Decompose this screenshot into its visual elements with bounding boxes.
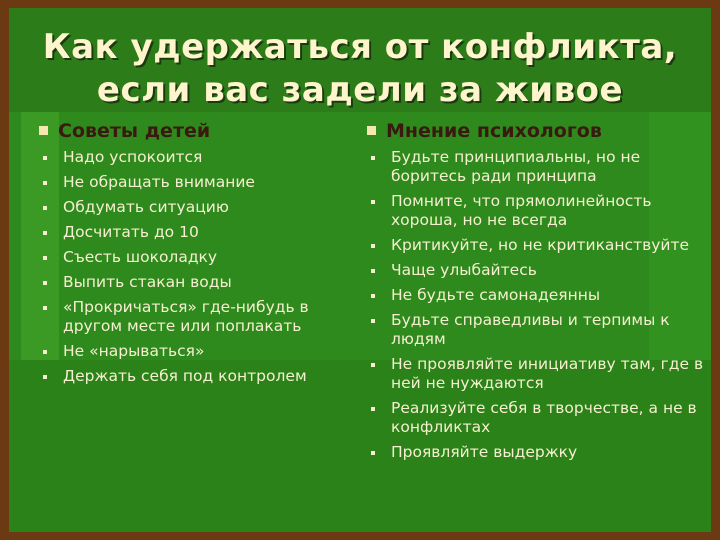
bullet-icon bbox=[371, 407, 375, 411]
list-item bbox=[37, 298, 357, 336]
psychologists-opinion-column bbox=[365, 120, 705, 468]
bullet-icon bbox=[43, 281, 47, 285]
list-item-text: Не проявляйте инициативу там, где в ней не нуждаются bbox=[391, 355, 704, 392]
bullet-icon bbox=[371, 244, 375, 248]
list-item-text: «Прокричаться» где-нибудь в другом месте или поплакать bbox=[63, 298, 309, 335]
list-item-text: Досчитать до 10 bbox=[63, 223, 199, 241]
list-item-text: Не обращать внимание bbox=[63, 173, 255, 191]
list-item bbox=[37, 248, 357, 267]
list-item bbox=[365, 443, 705, 462]
list-item bbox=[365, 355, 705, 393]
list-item bbox=[365, 192, 705, 230]
list-item-text: Помните, что прямолинейность хороша, но не всегда bbox=[391, 192, 652, 229]
list-item bbox=[365, 399, 705, 437]
list-item-text: Критикуйте, но не критиканствуйте bbox=[391, 236, 690, 254]
square-bullet-icon bbox=[367, 126, 376, 135]
bullet-icon bbox=[371, 294, 375, 298]
list-item bbox=[37, 173, 357, 192]
bullet-icon bbox=[371, 363, 375, 367]
list-item-text: Съесть шоколадку bbox=[63, 248, 218, 266]
bullet-icon bbox=[43, 206, 47, 210]
list-item-text: Держать себя под контролем bbox=[63, 367, 307, 385]
children-advice-heading-text: Советы детей bbox=[58, 120, 211, 142]
list-item-text: Обдумать ситуацию bbox=[63, 198, 229, 216]
list-item bbox=[365, 236, 705, 255]
psychologists-opinion-heading-text: Мнение психологов bbox=[386, 120, 602, 142]
bullet-icon bbox=[371, 200, 375, 204]
slide-title-line-1: Как удержаться от конфликта, bbox=[42, 27, 678, 67]
list-item-text: Будьте принципиальны, но не боритесь ради принципа bbox=[391, 148, 641, 185]
bullet-icon bbox=[43, 306, 47, 310]
list-item bbox=[37, 273, 357, 292]
list-item bbox=[37, 148, 357, 167]
list-item bbox=[37, 367, 357, 386]
list-item bbox=[37, 198, 357, 217]
list-item bbox=[365, 311, 705, 349]
slide bbox=[9, 8, 711, 532]
list-item bbox=[365, 148, 705, 186]
list-item-text: Чаще улыбайтесь bbox=[391, 261, 537, 279]
list-item bbox=[37, 223, 357, 242]
square-bullet-icon bbox=[39, 126, 48, 135]
psychologists-opinion-heading bbox=[365, 120, 705, 142]
bullet-icon bbox=[43, 156, 47, 160]
children-advice-heading bbox=[37, 120, 357, 142]
children-advice-column bbox=[37, 120, 357, 392]
bullet-icon bbox=[43, 256, 47, 260]
slide-title-line-2: если вас задели за живое bbox=[96, 70, 624, 110]
list-item-text: Проявляйте выдержку bbox=[391, 443, 578, 461]
list-item bbox=[365, 286, 705, 305]
list-item-text: Надо успокоится bbox=[63, 148, 203, 166]
bullet-icon bbox=[43, 375, 47, 379]
list-item-text: Выпить стакан воды bbox=[63, 273, 232, 291]
bullet-icon bbox=[43, 181, 47, 185]
slide-title bbox=[9, 26, 711, 112]
bullet-icon bbox=[371, 319, 375, 323]
list-item bbox=[365, 261, 705, 280]
children-advice-list bbox=[37, 148, 357, 386]
bullet-icon bbox=[43, 350, 47, 354]
bullet-icon bbox=[371, 451, 375, 455]
bullet-icon bbox=[43, 231, 47, 235]
list-item-text: Реализуйте себя в творчестве, а не в конфликтах bbox=[391, 399, 697, 436]
list-item-text: Будьте справедливы и терпимы к людям bbox=[391, 311, 670, 348]
bullet-icon bbox=[371, 156, 375, 160]
list-item-text: Не будьте самонадеянны bbox=[391, 286, 601, 304]
list-item bbox=[37, 342, 357, 361]
psychologists-opinion-list bbox=[365, 148, 705, 462]
bullet-icon bbox=[371, 269, 375, 273]
list-item-text: Не «нарываться» bbox=[63, 342, 205, 360]
